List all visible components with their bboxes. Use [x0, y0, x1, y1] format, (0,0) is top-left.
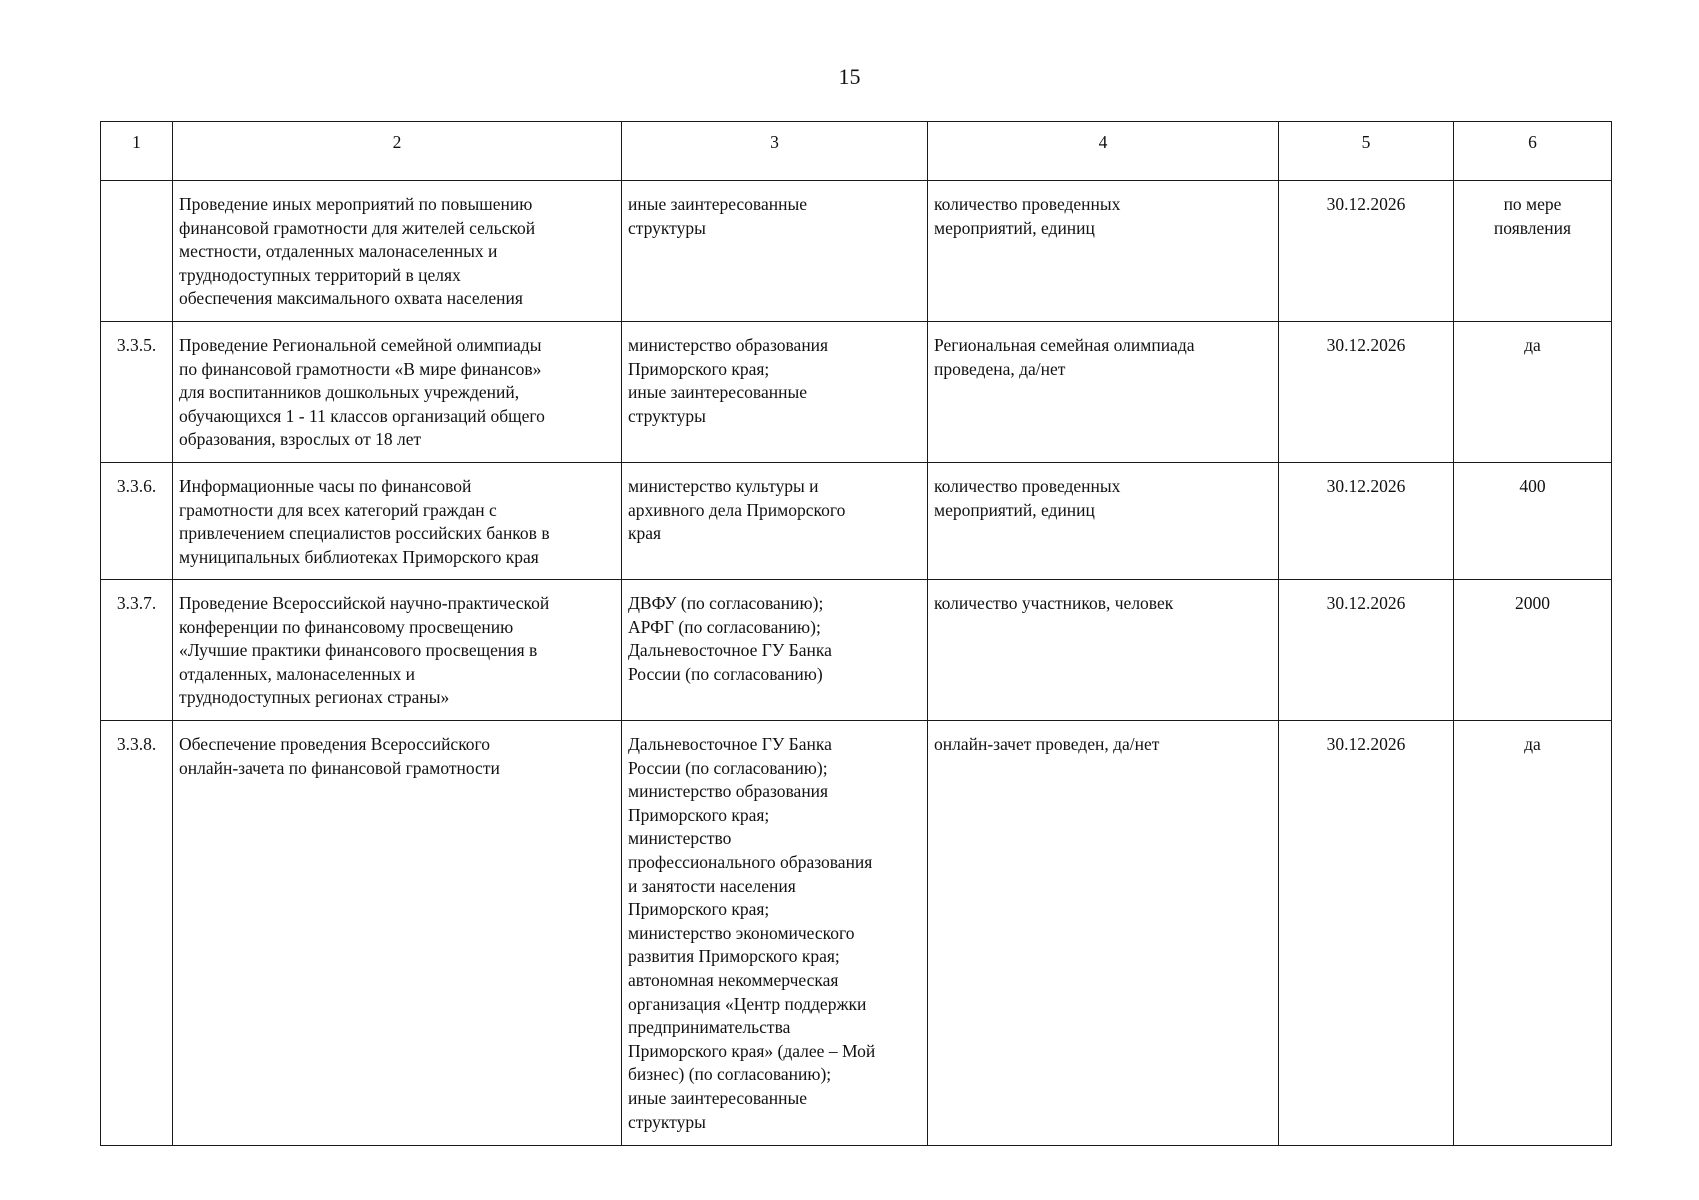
executor-cell: Дальневосточное ГУ Банка России (по согласованию); министерство образования Приморского края; министерство профессионального образования и занятости населения Приморского края; министерство экономического развития Приморского края; автономная некоммерческая организация «Центр поддержки предпринимательства Приморского края» (далее – Мой бизнес) (по согласованию); иные заинтересованные структуры — [622, 721, 928, 1146]
header-row — [101, 122, 1612, 181]
indicator-cell: онлайн-зачет проведен, да/нет — [928, 721, 1279, 1146]
event-cell: Проведение Региональной семейной олимпиады по финансовой грамотности «В мире финансов» для воспитанников дошкольных учреждений, обучающихся 1 - 11 классов организаций общего образования, взрослых от 18 лет — [173, 322, 622, 463]
row-number: 3.3.8. — [101, 721, 173, 1146]
event-cell: Проведение иных мероприятий по повышению финансовой грамотности для жителей сельской местности, отдаленных малонаселенных и труднодоступных территорий в целях обеспечения максимального охвата населения — [173, 181, 622, 322]
header-cell-5: 5 — [1279, 122, 1454, 181]
indicator-cell: количество участников, человек — [928, 580, 1279, 721]
header-cell-6: 6 — [1454, 122, 1612, 181]
indicator-cell: количество проведенных мероприятий, единиц — [928, 181, 1279, 322]
executor-cell: иные заинтересованные структуры — [622, 181, 928, 322]
row-number: 3.3.5. — [101, 322, 173, 463]
table-row — [101, 181, 1612, 322]
value-cell: по мере появления — [1454, 181, 1612, 322]
indicator-cell: количество проведенных мероприятий, единиц — [928, 463, 1279, 580]
event-cell: Информационные часы по финансовой грамотности для всех категорий граждан с привлечением специалистов российских банков в муниципальных библиотеках Приморского края — [173, 463, 622, 580]
header-cell-2: 2 — [173, 122, 622, 181]
value-cell: 400 — [1454, 463, 1612, 580]
header-cell-3: 3 — [622, 122, 928, 181]
executor-cell: ДВФУ (по согласованию); АРФГ (по согласованию); Дальневосточное ГУ Банка России (по согласованию) — [622, 580, 928, 721]
deadline-cell: 30.12.2026 — [1279, 463, 1454, 580]
deadline-cell: 30.12.2026 — [1279, 580, 1454, 721]
table-row — [101, 463, 1612, 580]
executor-cell: министерство культуры и архивного дела Приморского края — [622, 463, 928, 580]
row-number: 3.3.7. — [101, 580, 173, 721]
header-cell-1: 1 — [101, 122, 173, 181]
deadline-cell: 30.12.2026 — [1279, 181, 1454, 322]
row-number — [101, 181, 173, 322]
deadline-cell: 30.12.2026 — [1279, 322, 1454, 463]
value-cell: да — [1454, 322, 1612, 463]
event-cell: Проведение Всероссийской научно-практической конференции по финансовому просвещению «Лучшие практики финансового просвещения в отдаленных, малонаселенных и труднодоступных регионах страны» — [173, 580, 622, 721]
table-row — [101, 580, 1612, 721]
page-number: 15 — [838, 64, 861, 89]
event-cell: Обеспечение проведения Всероссийского онлайн-зачета по финансовой грамотности — [173, 721, 622, 1146]
table-row — [101, 721, 1612, 1146]
row-number: 3.3.6. — [101, 463, 173, 580]
header-cell-4: 4 — [928, 122, 1279, 181]
value-cell: да — [1454, 721, 1612, 1146]
value-cell: 2000 — [1454, 580, 1612, 721]
executor-cell: министерство образования Приморского края; иные заинтересованные структуры — [622, 322, 928, 463]
indicator-cell: Региональная семейная олимпиада проведена, да/нет — [928, 322, 1279, 463]
table-row — [101, 322, 1612, 463]
deadline-cell: 30.12.2026 — [1279, 721, 1454, 1146]
plan-table — [100, 121, 1612, 1146]
